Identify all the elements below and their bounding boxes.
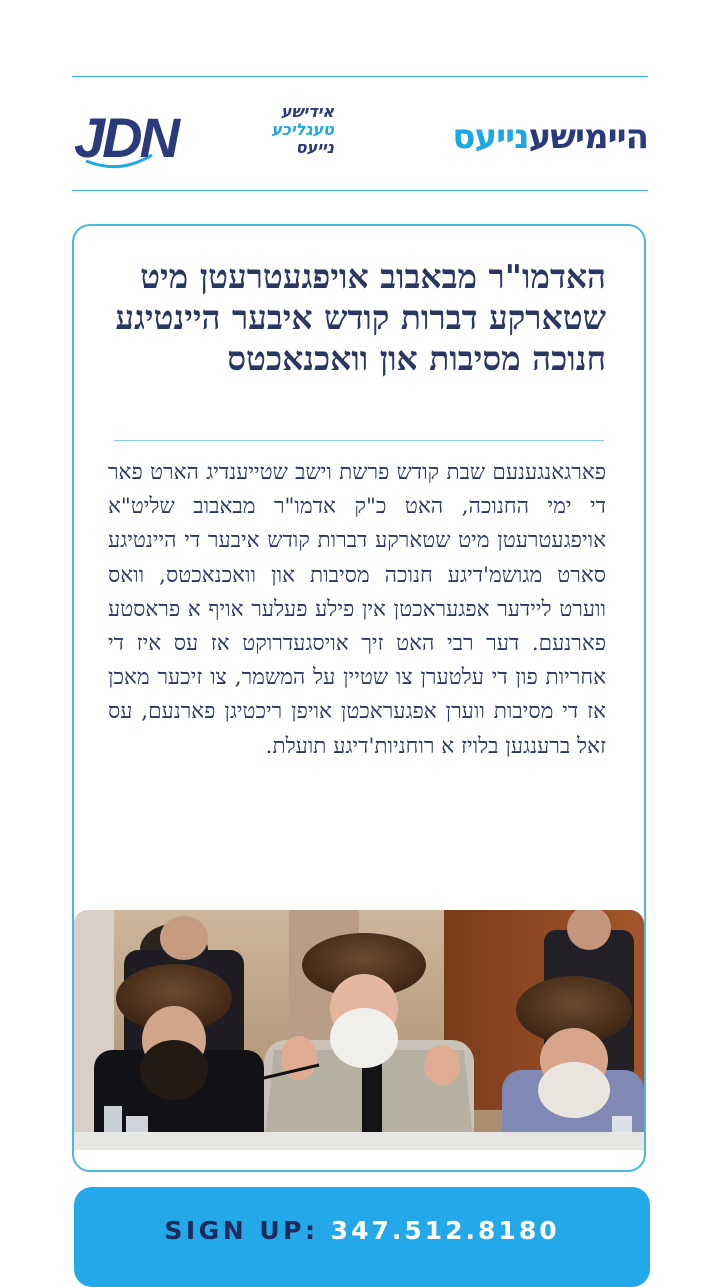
article-photo-image (74, 910, 644, 1150)
signup-text (74, 1216, 650, 1245)
tagline-line3: נייעס (295, 138, 334, 157)
tagline-line2: טעגליכע (271, 120, 334, 139)
masthead (72, 77, 648, 190)
signup-phone[interactable]: 347.512.8180 (330, 1216, 560, 1245)
jdn-logo-mark (72, 111, 232, 169)
brand-title-part1: היימישע (528, 117, 648, 157)
article-body: פארגאנגענעם שבת קודש פרשת וישב שטייענדיג הארט פאר די ימי החנוכה, האט כ"ק אדמו"ר מבאבוב שליט"א אויפגעטרעטן מיט שטארקע דברות קודש איבער די היינטיגע סארט מגושמ'דיגע חנוכה מסיבות און וואכנאכטס, וואס ווערט ליידער אפגעראכטן אין פילע פעלער אויף א פראסטע פארנעם. דער רבי האט זיך אויסגעדרוקט אז עס איז די אחריות פון די עלטערן צו שטיין על המשמר, צו זיכער מאכן אז די מסיבות ווערן אפגעראכטן אויפן ריכטיגן פארנעם, עס זאל ברענגען בלויז א רוחניות'דיגע תועלת. (108, 460, 606, 759)
logo-tagline (224, 103, 334, 157)
signup-label: SIGN UP: (164, 1216, 319, 1245)
tagline-line1: אידישע (280, 102, 334, 121)
article-card (72, 224, 646, 1172)
headline-divider (114, 440, 604, 441)
header-bottom-rule (72, 190, 648, 191)
jdn-logo[interactable] (72, 102, 334, 173)
logo-text: JDN (74, 111, 178, 169)
article-headline: האדמו"ר מבאבוב אויפגעטרעטן מיט שטארקע דברות קודש איבער היינטיגע חנוכה מסיבות און וואכנאכטס (115, 257, 606, 378)
brand-title-part2: נייעס (452, 117, 529, 157)
signup-banner[interactable] (74, 1187, 650, 1287)
article-photo (74, 910, 644, 1150)
brand-title[interactable] (452, 117, 648, 157)
